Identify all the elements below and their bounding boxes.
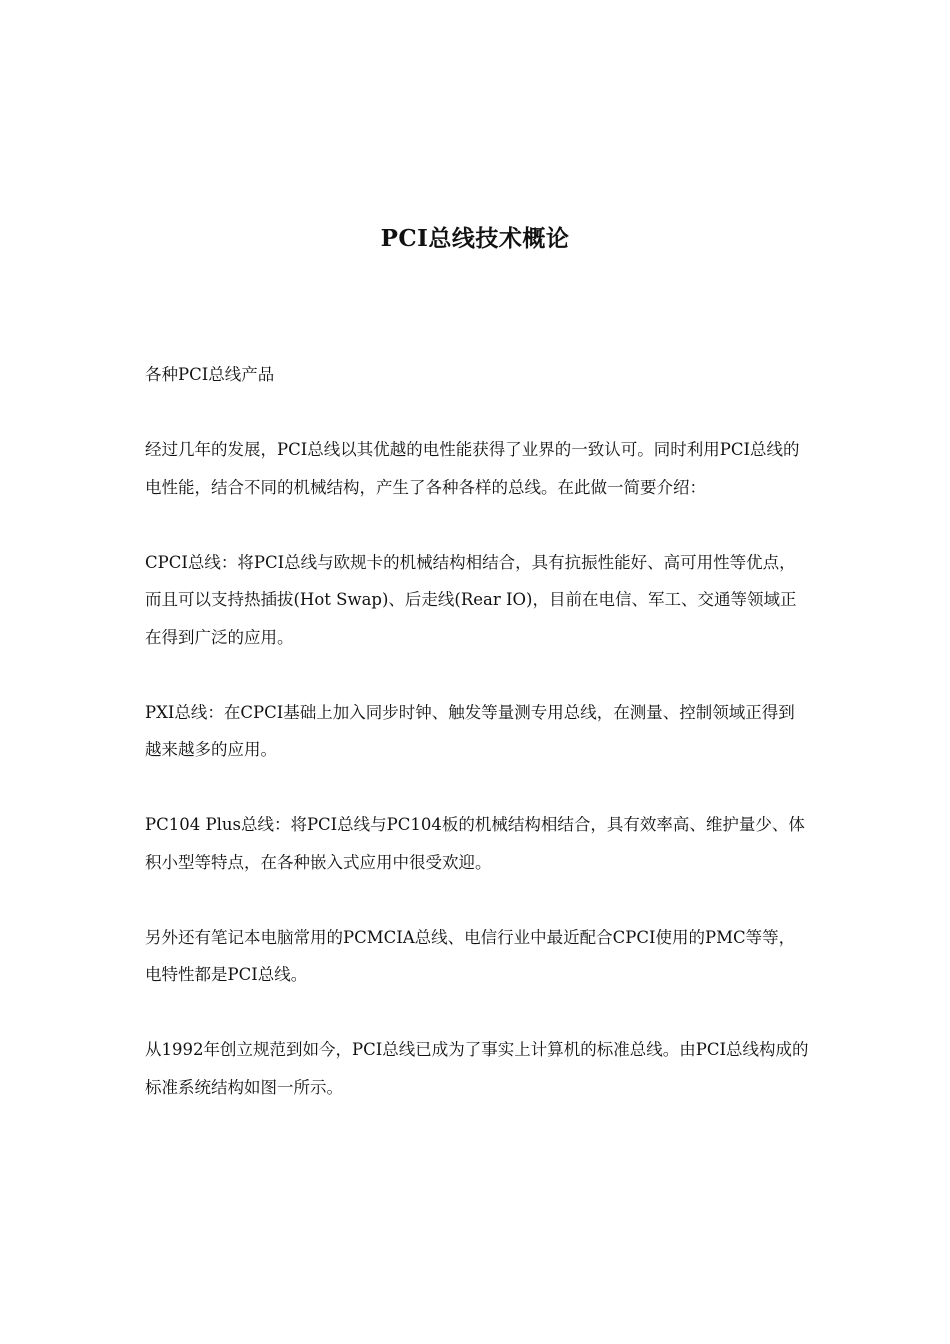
paragraph-cpci: CPCI总线：将PCI总线与欧规卡的机械结构相结合，具有抗振性能好、高可用性等优点，而且可以支持热插拔(Hot Swap)、后走线(Rear IO)，目前在电信、军工、交通等领域正在得到广泛的应用。 bbox=[145, 552, 797, 647]
paragraph-standard-system: 从1992年创立规范到如今，PCI总线已成为了事实上计算机的标准总线。由PCI总线构成的标准系统结构如图一所示。 bbox=[145, 1040, 809, 1097]
paragraph-pc104-plus: PC104 Plus总线：将PCI总线与PC104板的机械结构相结合，具有效率高、维护量少、体积小型等特点，在各种嵌入式应用中很受欢迎。 bbox=[145, 815, 805, 872]
page-title: PCI总线技术概论 bbox=[380, 225, 570, 252]
section-heading: 各种PCI总线产品 bbox=[145, 365, 275, 384]
document-body bbox=[145, 356, 810, 1144]
paragraph-other-buses: 另外还有笔记本电脑常用的PCMCIA总线、电信行业中最近配合CPCI使用的PMC等等，电特性都是PCI总线。 bbox=[145, 927, 796, 984]
paragraph-intro: 经过几年的发展，PCI总线以其优越的电性能获得了业界的一致认可。同时利用PCI总线的电性能，结合不同的机械结构，产生了各种各样的总线。在此做一简要介绍： bbox=[145, 440, 800, 497]
paragraph-pxi: PXI总线：在CPCI基础上加入同步时钟、触发等量测专用总线，在测量、控制领域正得到越来越多的应用。 bbox=[145, 702, 795, 759]
